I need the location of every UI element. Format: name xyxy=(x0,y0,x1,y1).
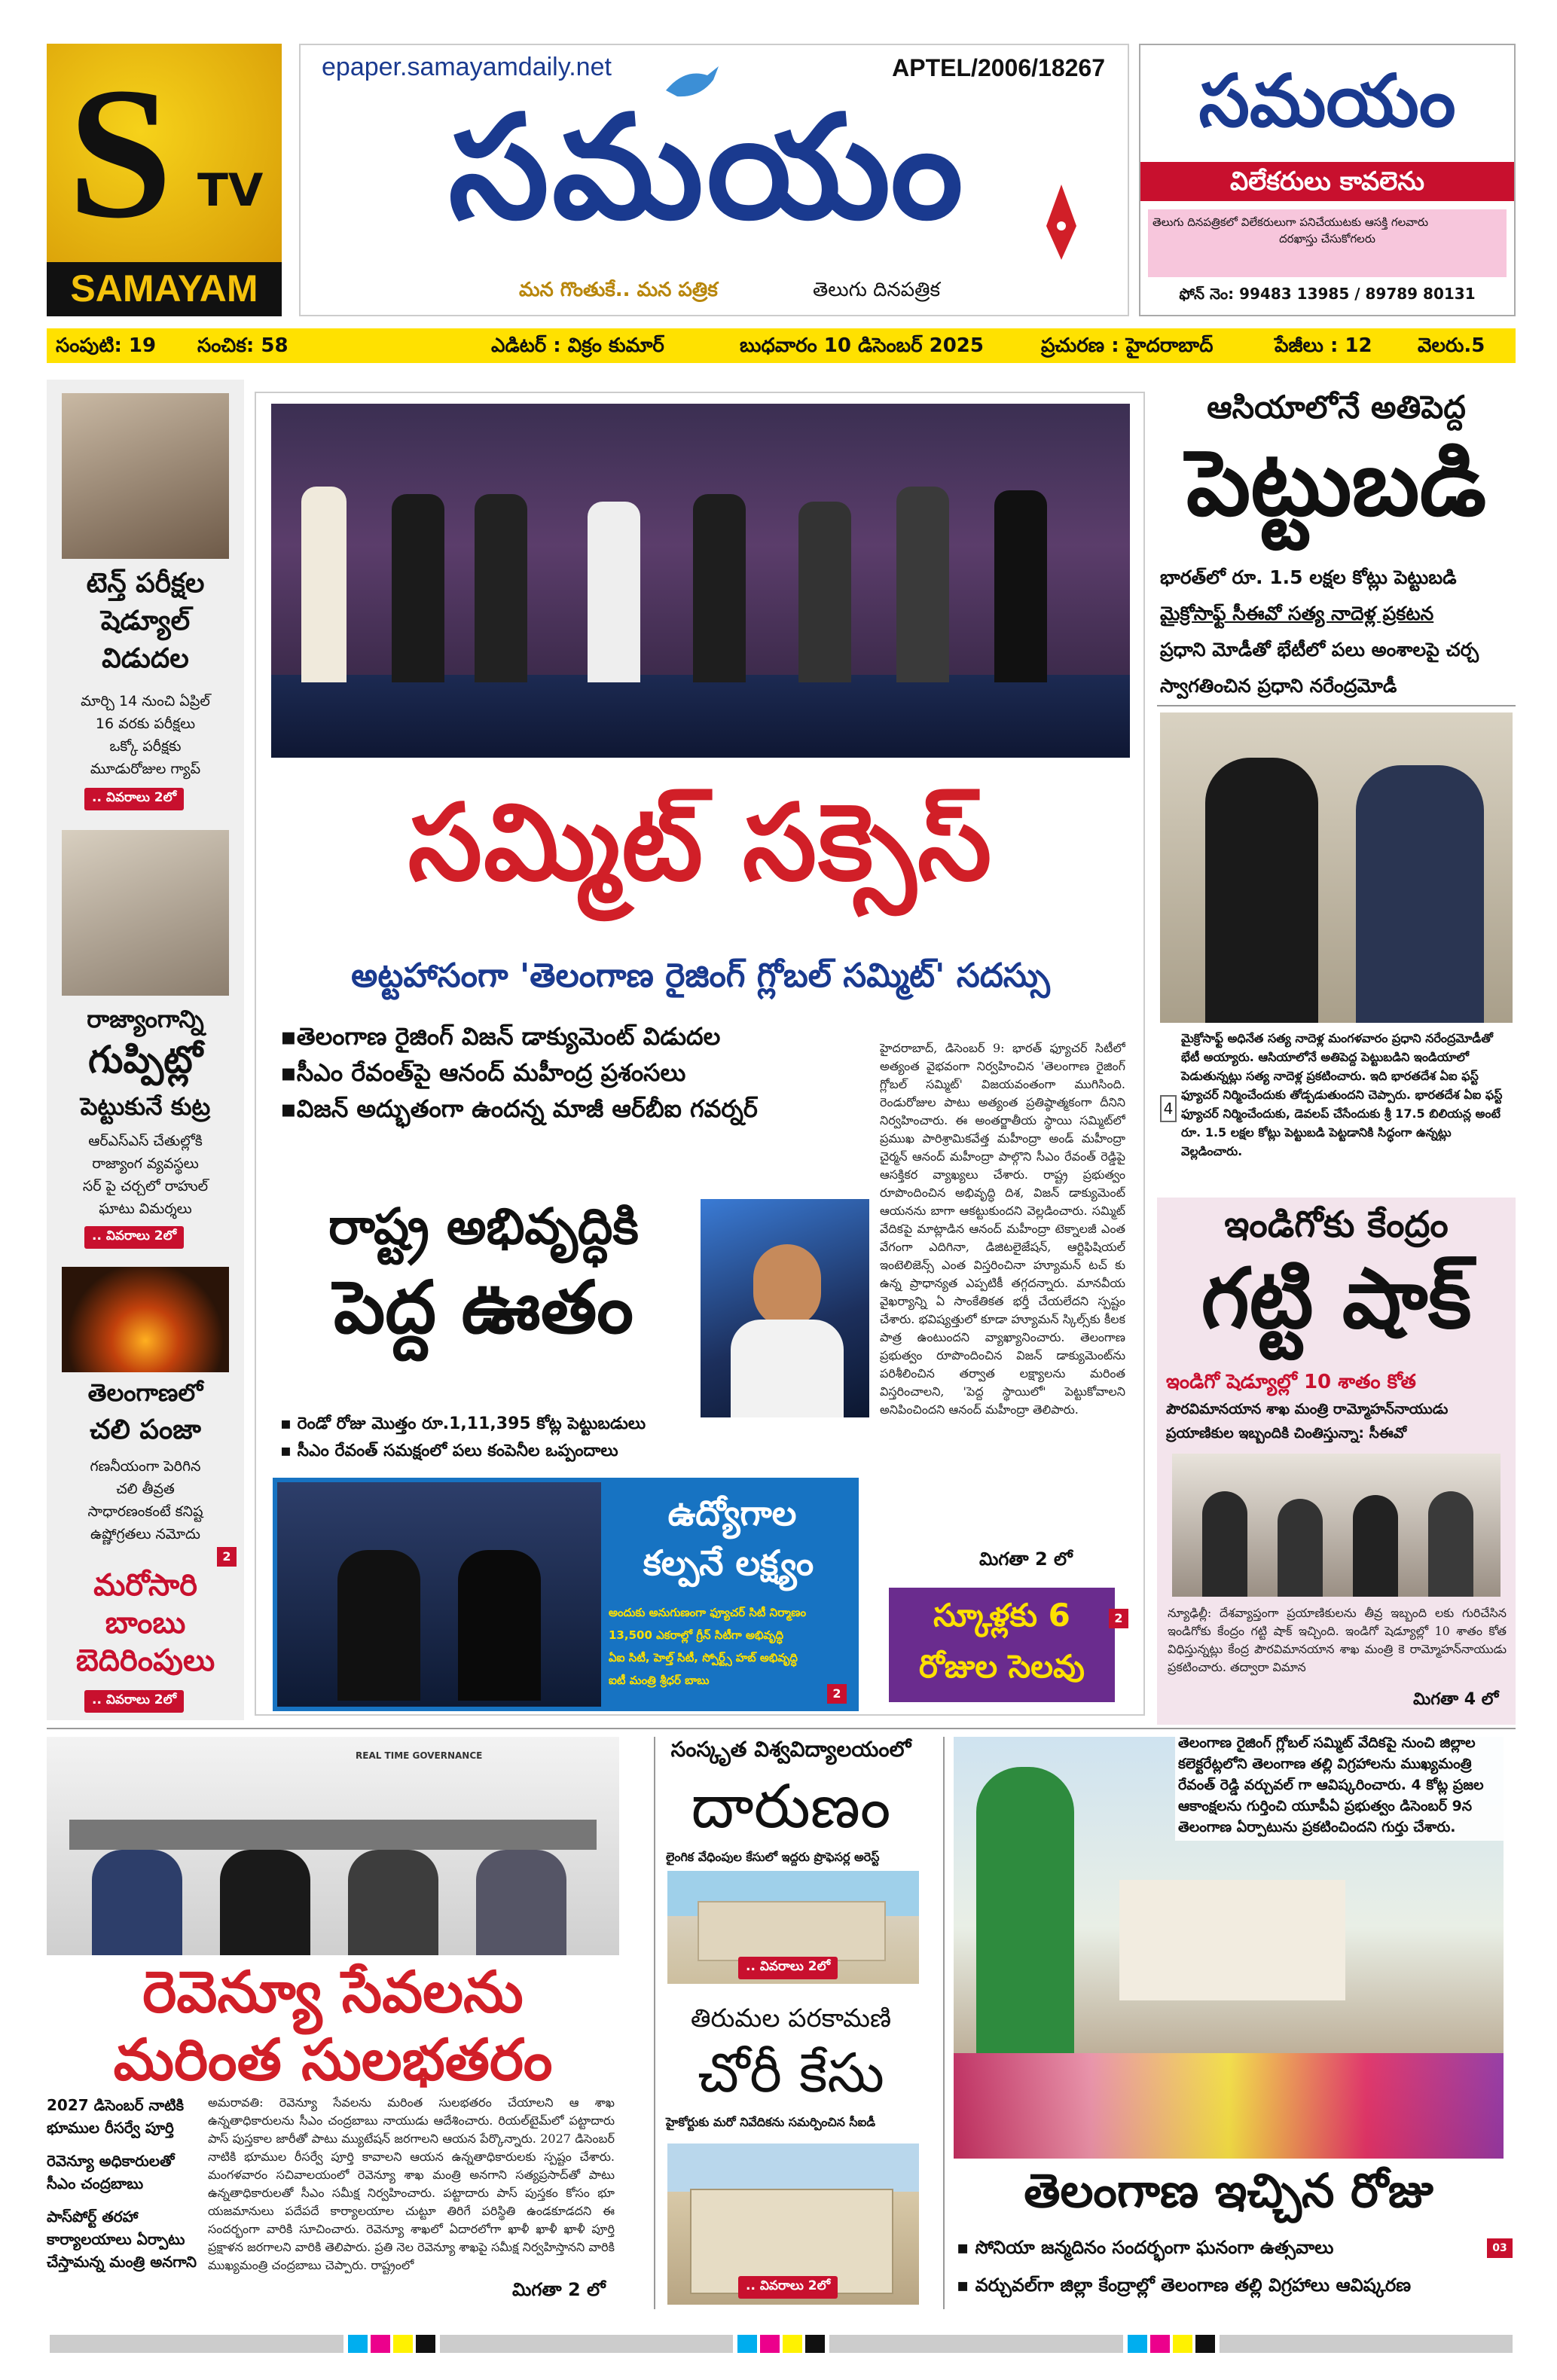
ad-line-1: తెలుగు దినపత్రికలో విలేకరులుగా పనిచేయుటకు ఆసక్తి గలవారు xyxy=(1152,215,1429,229)
sanskrit-sub: లైంగిక వేధింపుల కేసులో ఇద్దరు ప్రొఫెసర్ల అరెస్ట్ xyxy=(666,1850,880,1864)
main-bullet-1: ▪తెలంగాణ రైజింగ్ విజన్ డాక్యుమెంట్ విడుదల xyxy=(280,1022,721,1051)
rahul-text-4: ఘాటు విమర్శలు xyxy=(99,1201,192,1217)
main-article: హైదరాబాద్, డిసెంబర్ 9: భారత్ ఫ్యూచర్ సిటీలో అత్యంత వైభవంగా నిర్వహించిన 'తెలంగాణ రైజింగ్ గ్లోబల్ సమ్మిట్' విజయవంతంగా ముగిసింది. రెండురోజుల పాటు అత్యంత ప్రతిష్ఠాత్మకంగా దీనిని నిర్వహించారు. ఈ అంతర్జాతీయ స్థాయి సమ్మిట్‌లో ప్రముఖ పారిశ్రామికవేత్త మహీంద్రా అండ్ మహీంద్రా చైర్మన్ ఆనంద్ మహీంద్రా పాల్గొని సీఎం రేవంత్ రెడ్డిపై ఆసక్తికర వ్యాఖ్యలు చేశారు. రాష్ట్ర ప్రభుత్వం రూపొందించిన అభివృద్ధి దిశ, విజన్ డాక్యుమెంట్ ఆయనను బాగా ఆకట్టుకుందని వెల్లడించారు. సమ్మిట్ వేదికపై మాట్లాడిన ఆనంద్ మహీంద్రా టెక్నాలజీ ఎంత వేగంగా ఎదిగినా, డిజిటలైజేషన్, ఆర్టిఫిషియల్ ఇంటెలిజెన్స్ ఎంత విస్తరించినా హ్యూమన్ టచ్ కు ఉన్న ప్రాధాన్యత ఎప్పటికీ తగ్గదన్నారు. మానవీయ వైఖర్యాన్ని ఏ సాంకేతికత భర్తీ చేయలేదని స్పష్టం చేశారు. భవిష్యత్తులో కూడా హ్యూమన్ స్కిల్స్‌కు కీలక పాత్ర ఉంటుందని వ్యాఖ్యానించారు. తెలంగాణ ప్రభుత్వం రూపొందించిన విజన్ డాక్యుమెంట్‌ను పరిశీలించిన తర్వాత లక్ష్యాలను మరింత విస్తరించాలని, 'పెద్ద స్థాయిలో' పెట్టుకోవాలని అనిపించిందని ఆనంద్ మహీంద్రా తెలిపారు. xyxy=(880,1041,1125,1417)
main-headline: సమ్మిట్ సక్సెస్ xyxy=(408,782,994,905)
tirumala-sub: హైకోర్టుకు మరో నివేదికను సమర్పించిన సీఐడీ xyxy=(666,2115,876,2129)
tirumala-more-link[interactable]: .. వివరాలు 2లో xyxy=(738,2276,838,2299)
issue-date: బుధవారం 10 డిసెంబర్ 2025 xyxy=(740,334,984,357)
indigo-text: న్యూఢిల్లీ: దేశవ్యాప్తంగా ప్రయాణికులను తీవ్ర ఇబ్బంది లకు గురిచేసిన ఇండిగోకు కేంద్రం గట్టి షాక్ ఇచ్చింది. ఇండిగో షెడ్యూల్లో 10 శాతం కోత విధిస్తున్నట్లు కేంద్ర పౌరవిమానయాన శాఖ మంత్రి కె రామ్మోహన్‌నాయుడు ప్రకటించారు. తద్వారా విమాన xyxy=(1168,1606,1507,1674)
telangana-point-2: ▪ వర్చువల్‌గా జిల్లా కేంద్రాల్లో తెలంగాణ తల్లి విగ్రహాలు ఆవిష్కరణ xyxy=(957,2275,1412,2296)
revenue-side-1: 2027 డిసెంబర్ నాటికి భూముల రీసర్వే పూర్తి xyxy=(47,2096,185,2137)
rahul-title-2: గుప్పిట్లో xyxy=(88,1038,203,1082)
page-count: పేజీలు : 12 xyxy=(1275,334,1372,357)
investment-point-4: స్వాగతించిన ప్రధాని నరేంద్రమోడీ xyxy=(1160,675,1397,697)
bomb-title-2: బాంబు xyxy=(105,1606,186,1640)
registration-strip xyxy=(47,2329,1516,2359)
price: వెలరు.5 xyxy=(1418,334,1485,357)
nadella-caption: మైక్రోసాఫ్ట్ అధినేత సత్య నాదెళ్ల మంగళవారం ప్రధాని నరేంద్రమోడీతో భేటీ అయ్యారు. ఆసియాలోనే అతిపెద్ద పెట్టుబడిని ఇండియాలో పెడుతున్నట్లు సత్య నాదెళ్ల ప్రకటించారు. ఇది భారతదేశ ఏఐ ఫస్ట్ ఫ్యూచర్ నిర్మించేందుకు తోడ్పడుతుందని చెప్పారు. భారతదేశ ఏఐ ఫస్ట్ ఫ్యూచర్ నిర్మించేందుకు, డెవలప్ చేసేందుకు శ్రీ 17.5 బిలియన్ల అంటే రూ. 1.5 లక్షల కోట్లు పెట్టుబడి పెట్టడానికి సిద్ధంగా ఉన్నట్లు వెల్లడించారు. xyxy=(1181,1031,1503,1158)
schools-title-1: స్కూళ్లకు 6 xyxy=(933,1597,1070,1634)
schools-title-2: రోజుల సెలవు xyxy=(919,1648,1085,1685)
ad-line-2: దరఖాస్తు చేసుకోగలరు xyxy=(1279,232,1375,246)
revenue-more[interactable]: మిగతా 2 లో xyxy=(512,2279,606,2300)
summit-stage-photo xyxy=(271,404,1130,758)
schools-page-number[interactable]: 2 xyxy=(1109,1609,1128,1628)
issue: సంచిక: 58 xyxy=(197,334,289,357)
cold-text-2: చలి తీవ్రత xyxy=(116,1481,175,1497)
indigo-headline: గట్టి షాక్ xyxy=(1201,1250,1472,1347)
indigo-sub: ఇండిగో షెడ్యూల్లో 10 శాతం కోత xyxy=(1166,1371,1416,1393)
revenue-article: అమరావతి: రెవెన్యూ సేవలను మరింత సులభతరం చేయాలని ఆ శాఖ ఉన్నతాధికారులను సీఎం చంద్రబాబు నాయుడు ఆదేశించారు. రియల్‌టైమ్‌లో పట్టాదారు పాస్ పుస్తకాల జారీతో పాటు మ్యుటేషన్ జరగాలని ఆయన పేర్కొన్నారు. 2027 డిసెంబర్ నాటికి భూముల రీసర్వే పూర్తి కావాలని ఆయన ఉన్నతాధికారులకు స్పష్టం చేశారు. మంగళవారం సచివాలయంలో రెవెన్యూ శాఖ మంత్రి అనగాని సత్యప్రసాద్‌తో పాటు ఉన్నతాధికారులతో సీఎం సమీక్ష నిర్వహించారు. పట్టాదారు పాస్ పుస్తకం కోసం భూ యజమానులు పదేపదే కార్యాలయాల చుట్టూ తిరిగే పరిస్థితి ఉండకూడదని ఈ సందర్భంగా వారికి సూచించారు. రెవెన్యూ శాఖలో ఏదారలోగా ఖాళీ ఖాళీ ఖాళీ పూర్తి ప్రక్షాళన జరగాలని వారికి తెలిపారు. ప్రతి నెల రెవెన్యూ శాఖపై సమీక్ష నిర్వహిస్తానని వారికి ముఖ్యమంత్రి చంద్రబాబు చెప్పారు. రాష్ట్రంలో xyxy=(208,2095,615,2272)
cold-text-4: ఉష్ణోగ్రతలు నమోదు xyxy=(90,1526,200,1542)
development-title-1: రాష్ట్ర అభివృద్ధికి xyxy=(328,1198,639,1256)
volume: సంపుటి: 19 xyxy=(56,334,157,357)
exam-title-2: షెడ్యూల్ xyxy=(100,606,191,636)
nadella-modi-photo xyxy=(1160,712,1513,1023)
main-more[interactable]: మిగతా 2 లో xyxy=(979,1549,1073,1570)
rahul-text-3: సర్ పై చర్చలో రాహుల్ xyxy=(82,1178,209,1195)
indigo-more[interactable]: మిగతా 4 లో xyxy=(1413,1690,1499,1709)
publication-place: ప్రచురణ : హైదరాబాద్ xyxy=(1041,334,1214,357)
rahul-text-1: ఆర్ఎస్ఎస్ చేతుల్లోకి xyxy=(88,1133,203,1149)
revenue-title-1: రెవెన్యూ సేవలను xyxy=(142,1958,524,2025)
tirumala-headline: చోరీ కేసు xyxy=(698,2041,884,2104)
ad-title: సమయం xyxy=(1198,59,1456,143)
main-subhead: అట్టహాసంగా 'తెలంగాణ రైజింగ్ గ్లోబల్ సమ్మిట్' సదస్సు xyxy=(351,957,1050,995)
investment-headline: పెట్టుబడి xyxy=(1186,432,1487,536)
rtg-office-photo xyxy=(47,1737,619,1955)
main-bullet-3: ▪విజన్ అద్భుతంగా ఉందన్న మాజీ ఆర్‌బీఐ గవర్నర్ xyxy=(280,1094,758,1123)
development-title-2: పెద్ద ఊతం xyxy=(334,1265,633,1350)
rahul-title-3: పెట్టుకునే కుట్ర xyxy=(80,1092,211,1121)
revenue-side-2: రెవెన్యూ అధికారులతో సీఎం చంద్రబాబు xyxy=(47,2152,175,2192)
investment-kicker: ఆసియాలోనే అతిపెద్ద xyxy=(1207,389,1466,426)
exam-text-3: ఒక్కో పరీక్షకు xyxy=(109,738,182,755)
rahul-photo xyxy=(62,830,229,996)
bomb-more-link[interactable]: .. వివరాలు 2లో xyxy=(84,1690,184,1713)
investment-point-2: మైక్రోసాఫ్ట్ సీఈవో సత్య నాదెళ్ల ప్రకటన xyxy=(1160,603,1434,624)
bomb-title-3: బెదిరింపులు xyxy=(75,1643,215,1678)
epaper-url[interactable]: epaper.samayamdaily.net xyxy=(322,53,612,81)
cold-title-1: తెలంగాణలో xyxy=(87,1378,203,1407)
tagline: మన గొంతుకే.. మన పత్రిక xyxy=(519,279,718,301)
sanskrit-kicker: సంస్కృత విశ్వవిద్యాలయంలో xyxy=(670,1737,911,1762)
rahul-more-link[interactable]: .. వివరాలు 2లో xyxy=(84,1226,184,1249)
cold-title-2: చలి పంజా xyxy=(90,1414,201,1445)
bomb-title-1: మరోసారి xyxy=(93,1568,197,1603)
investment-point-3: ప్రధాని మోడీతో భేటీలో పలు అంశాలపై చర్చ xyxy=(1160,639,1479,661)
exam-more-link[interactable]: .. వివరాలు 2లో xyxy=(84,788,184,810)
telangana-point-1: ▪ సోనియా జన్మదినం సందర్భంగా ఘనంగా ఉత్సవాలు xyxy=(957,2237,1334,2258)
indigo-box xyxy=(1157,1198,1516,1725)
cold-page-number[interactable]: 2 xyxy=(217,1547,237,1567)
development-point-1: ▪ రెండో రోజు మొత్తం రూ.1,11,395 కోట్ల పెట్టుబడులు xyxy=(280,1414,646,1433)
left-sidebar xyxy=(47,380,244,1720)
revanth-photo xyxy=(701,1199,869,1417)
telangana-page-number[interactable]: 03 xyxy=(1487,2238,1513,2258)
jobs-line-2: 13,500 ఎకరాల్లో గ్రీన్ సిటీగా అభివృద్ధి xyxy=(609,1628,784,1642)
jobs-line-4: ఐటీ మంత్రి శ్రీధర్ బాబు xyxy=(609,1674,710,1687)
indigo-line-2: ప్రయాణికుల ఇబ్బందికి చింతిస్తున్నా: సీఈవో xyxy=(1166,1425,1407,1442)
rtg-label: REAL TIME GOVERNANCE xyxy=(356,1750,483,1761)
indigo-kicker: ఇండిగోకు కేంద్రం xyxy=(1224,1204,1449,1246)
jobs-photo xyxy=(277,1482,601,1707)
jobs-box xyxy=(273,1478,859,1711)
registration-number: APTEL/2006/18267 xyxy=(892,54,1105,81)
editor: ఎడిటర్ : విక్రం కుమార్ xyxy=(491,334,664,357)
rahul-title-1: రాజ్యాంగాన్ని xyxy=(87,1005,204,1033)
tv-logo-letter: S xyxy=(68,49,173,258)
exam-text-2: 16 వరకు పరీక్షలు xyxy=(95,716,196,732)
tv-logo xyxy=(47,44,282,316)
exam-text-1: మార్చి 14 నుంచి ఏప్రిల్ xyxy=(81,693,210,709)
bonfire-photo xyxy=(62,1267,229,1372)
rahul-text-2: రాజ్యాంగ వ్యవస్థలు xyxy=(92,1155,199,1172)
jobs-line-3: ఏఐ సిటీ, హెల్త్ సిటీ, స్పోర్ట్స్ హబ్ అభివృద్ధి xyxy=(609,1651,798,1664)
main-bullets xyxy=(280,1018,868,1127)
revenue-side-3: పాస్‌పోర్ట్ తరహా కార్యాలయాలు ఏర్పాటు చేస్తామన్న మంత్రి అనగాని xyxy=(47,2208,197,2271)
newspaper-title: సమయం xyxy=(448,84,966,251)
cold-text-3: సాధారణంకంటే కనిష్ట xyxy=(87,1503,203,1520)
caption-page-number[interactable]: 4 xyxy=(1160,1095,1177,1122)
ad-banner: విలేకరులు కావలెను xyxy=(1140,162,1514,201)
tirumala-kicker: తిరుమల పరకామణి xyxy=(690,2003,892,2034)
recruitment-ad xyxy=(1139,44,1516,316)
tv-logo-name: SAMAYAM xyxy=(70,267,258,310)
development-point-2: ▪ సీఎం రేవంత్ సమక్షంలో పలు కంపెనీల ఒప్పందాలు xyxy=(280,1442,618,1460)
info-bar xyxy=(47,328,1516,363)
sanskrit-more-link[interactable]: .. వివరాలు 2లో xyxy=(738,1957,838,1979)
paper-type: తెలుగు దినపత్రిక xyxy=(813,279,941,301)
indigo-meeting-photo xyxy=(1172,1454,1501,1597)
telangana-caption: తెలంగాణ రైజింగ్ గ్లోబల్ సమ్మిట్ వేదికపై నుంచి జిల్లాల కలెక్టరేట్లలోని తెలంగాణ తల్లి విగ్రహాలను ముఖ్యమంత్రి రేవంత్ రెడ్డి వర్చువల్ గా ఆవిష్కరించారు. 4 కోట్ల ప్రజల ఆకాంక్షలను గుర్తించి యూపీఏ ప్రభుత్వం డిసెంబర్ 9న తెలంగాణ ఏర్పాటును ప్రకటించిందని గుర్తు చేశారు. xyxy=(1175,1729,1507,1841)
investment-point-1: భారత్‌లో రూ. 1.5 లక్షల కోట్లు పెట్టుబడి xyxy=(1160,566,1457,588)
pen-icon xyxy=(1039,181,1084,264)
tv-logo-tv: TV xyxy=(197,164,264,217)
main-bullet-2: ▪సీఎం రేవంత్‌పై ఆనంద్ మహీంద్ర ప్రశంసలు xyxy=(280,1058,686,1087)
sanskrit-headline: దారుణం xyxy=(691,1771,891,1841)
indigo-line-1: పౌరవిమానయాన శాఖ మంత్రి రామ్మోహన్‌నాయుడు xyxy=(1166,1401,1449,1417)
exam-photo xyxy=(62,393,229,559)
ad-contact[interactable]: ఫోన్ నెం: 99483 13985 / 89789 80131 xyxy=(1179,285,1476,303)
revenue-side xyxy=(47,2094,197,2273)
exam-text-4: మూడురోజుల గ్యాప్ xyxy=(90,761,201,777)
telangana-headline: తెలంగాణ ఇచ్చిన రోజు xyxy=(1024,2163,1433,2218)
revenue-title-2: మరింత సులభతరం xyxy=(113,2026,553,2093)
exam-title-3: విడుదల xyxy=(102,643,189,674)
masthead-center xyxy=(299,44,1129,316)
cold-text-1: గణనీయంగా పెరిగిన xyxy=(90,1458,201,1475)
jobs-line-1: అందుకు అనుగుణంగా ఫ్యూచర్ సిటీ నిర్మాణం xyxy=(609,1606,807,1619)
exam-title-1: టెన్త్ పరీక్షల xyxy=(86,568,205,599)
jobs-title-2: కల్పనే లక్ష్యం xyxy=(643,1542,814,1583)
schools-box xyxy=(889,1588,1115,1702)
jobs-title-1: ఉద్యోగాల xyxy=(667,1493,797,1533)
jobs-page-number[interactable]: 2 xyxy=(827,1684,847,1704)
